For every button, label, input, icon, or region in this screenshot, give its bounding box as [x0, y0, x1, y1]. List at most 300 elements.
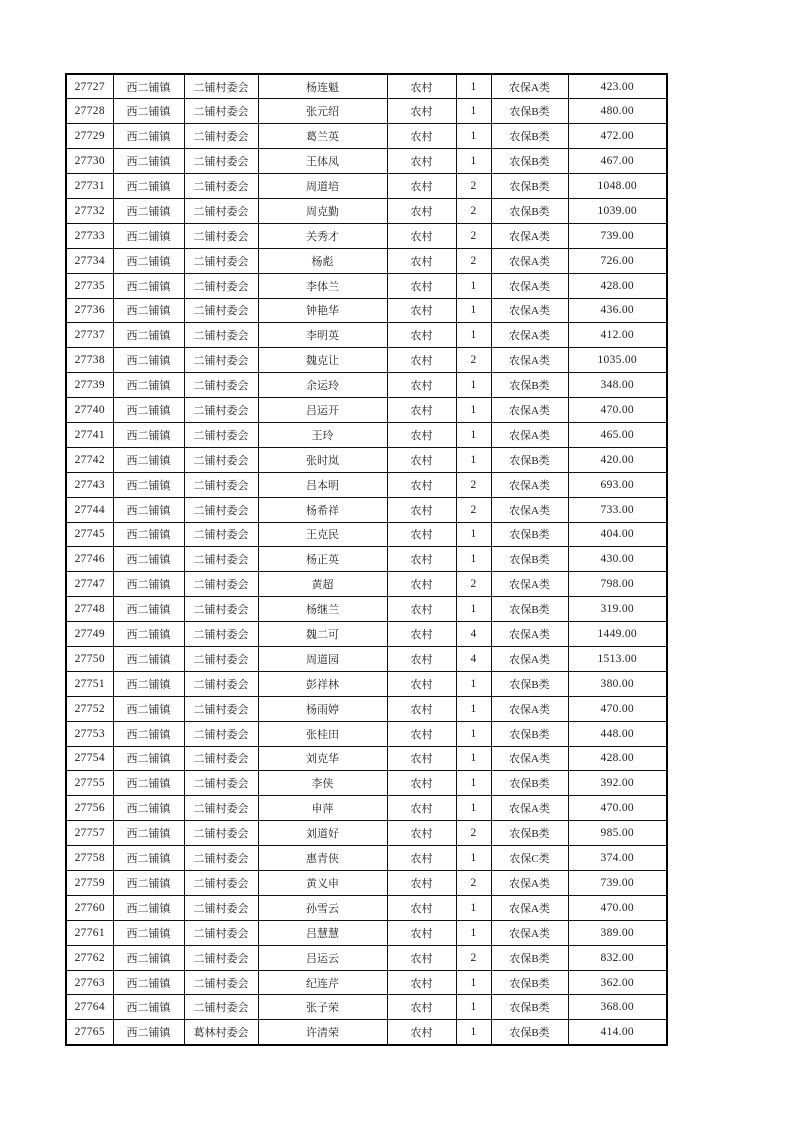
cell-amount: 319.00	[568, 597, 667, 622]
cell-record-id: 27733	[66, 223, 113, 248]
cell-residence-type: 农村	[387, 522, 456, 547]
cell-insurance-category: 农保A类	[491, 497, 568, 522]
cell-person-count: 2	[456, 871, 491, 896]
insurance-roster-table	[65, 73, 668, 1046]
table-row	[66, 422, 667, 447]
cell-record-id: 27749	[66, 622, 113, 647]
cell-residence-type: 农村	[387, 671, 456, 696]
cell-person-count: 1	[456, 298, 491, 323]
table-row	[66, 497, 667, 522]
table-row	[66, 671, 667, 696]
cell-amount: 798.00	[568, 572, 667, 597]
cell-amount: 404.00	[568, 522, 667, 547]
cell-person-count: 1	[456, 99, 491, 124]
cell-person-name: 吕运开	[258, 398, 387, 423]
cell-amount: 430.00	[568, 547, 667, 572]
cell-residence-type: 农村	[387, 99, 456, 124]
cell-record-id: 27739	[66, 373, 113, 398]
cell-person-count: 2	[456, 174, 491, 199]
cell-insurance-category: 农保A类	[491, 248, 568, 273]
cell-record-id: 27748	[66, 597, 113, 622]
cell-insurance-category: 农保A类	[491, 622, 568, 647]
cell-village-committee: 二铺村委会	[184, 821, 258, 846]
cell-village-committee: 二铺村委会	[184, 323, 258, 348]
cell-insurance-category: 农保B类	[491, 522, 568, 547]
cell-person-count: 1	[456, 920, 491, 945]
cell-amount: 428.00	[568, 273, 667, 298]
table-body	[66, 74, 667, 1045]
cell-village-committee: 二铺村委会	[184, 497, 258, 522]
cell-town: 西二铺镇	[113, 721, 184, 746]
cell-record-id: 27750	[66, 646, 113, 671]
cell-amount: 470.00	[568, 796, 667, 821]
cell-person-count: 1	[456, 149, 491, 174]
cell-person-name: 吕运云	[258, 945, 387, 970]
cell-residence-type: 农村	[387, 547, 456, 572]
cell-person-count: 2	[456, 821, 491, 846]
cell-insurance-category: 农保B类	[491, 821, 568, 846]
cell-person-name: 张元绍	[258, 99, 387, 124]
cell-person-name: 王体凤	[258, 149, 387, 174]
cell-insurance-category: 农保A类	[491, 696, 568, 721]
cell-village-committee: 葛林村委会	[184, 1020, 258, 1045]
cell-insurance-category: 农保C类	[491, 846, 568, 871]
cell-person-count: 2	[456, 945, 491, 970]
cell-insurance-category: 农保B类	[491, 1020, 568, 1045]
cell-village-committee: 二铺村委会	[184, 572, 258, 597]
table-row	[66, 223, 667, 248]
table-row	[66, 198, 667, 223]
cell-residence-type: 农村	[387, 970, 456, 995]
cell-residence-type: 农村	[387, 149, 456, 174]
cell-town: 西二铺镇	[113, 995, 184, 1020]
cell-person-count: 1	[456, 323, 491, 348]
cell-insurance-category: 农保A类	[491, 398, 568, 423]
cell-town: 西二铺镇	[113, 895, 184, 920]
table-row	[66, 447, 667, 472]
cell-person-name: 杨希祥	[258, 497, 387, 522]
cell-residence-type: 农村	[387, 248, 456, 273]
cell-person-name: 魏克让	[258, 348, 387, 373]
cell-person-name: 孙雪云	[258, 895, 387, 920]
table-row	[66, 920, 667, 945]
cell-village-committee: 二铺村委会	[184, 373, 258, 398]
cell-town: 西二铺镇	[113, 771, 184, 796]
cell-town: 西二铺镇	[113, 223, 184, 248]
cell-insurance-category: 农保A类	[491, 422, 568, 447]
cell-amount: 733.00	[568, 497, 667, 522]
cell-record-id: 27758	[66, 846, 113, 871]
cell-record-id: 27752	[66, 696, 113, 721]
cell-residence-type: 农村	[387, 696, 456, 721]
cell-town: 西二铺镇	[113, 970, 184, 995]
table-row	[66, 472, 667, 497]
cell-town: 西二铺镇	[113, 746, 184, 771]
cell-record-id: 27765	[66, 1020, 113, 1045]
cell-record-id: 27741	[66, 422, 113, 447]
cell-residence-type: 农村	[387, 74, 456, 99]
cell-record-id: 27743	[66, 472, 113, 497]
cell-insurance-category: 农保A类	[491, 895, 568, 920]
cell-person-name: 周道园	[258, 646, 387, 671]
cell-residence-type: 农村	[387, 821, 456, 846]
cell-record-id: 27744	[66, 497, 113, 522]
cell-record-id: 27762	[66, 945, 113, 970]
cell-person-name: 杨连魁	[258, 74, 387, 99]
table-row	[66, 871, 667, 896]
cell-village-committee: 二铺村委会	[184, 99, 258, 124]
cell-insurance-category: 农保A类	[491, 746, 568, 771]
cell-amount: 428.00	[568, 746, 667, 771]
cell-person-name: 王玲	[258, 422, 387, 447]
cell-person-name: 许清荣	[258, 1020, 387, 1045]
cell-town: 西二铺镇	[113, 373, 184, 398]
cell-town: 西二铺镇	[113, 522, 184, 547]
cell-amount: 423.00	[568, 74, 667, 99]
cell-town: 西二铺镇	[113, 298, 184, 323]
cell-town: 西二铺镇	[113, 871, 184, 896]
cell-amount: 436.00	[568, 298, 667, 323]
cell-person-name: 吕慧慧	[258, 920, 387, 945]
cell-amount: 470.00	[568, 696, 667, 721]
cell-village-committee: 二铺村委会	[184, 223, 258, 248]
cell-insurance-category: 农保B类	[491, 771, 568, 796]
cell-town: 西二铺镇	[113, 99, 184, 124]
cell-village-committee: 二铺村委会	[184, 746, 258, 771]
cell-person-name: 彭祥林	[258, 671, 387, 696]
cell-amount: 480.00	[568, 99, 667, 124]
cell-insurance-category: 农保A类	[491, 796, 568, 821]
cell-person-name: 刘克华	[258, 746, 387, 771]
cell-record-id: 27738	[66, 348, 113, 373]
cell-person-count: 1	[456, 547, 491, 572]
cell-person-name: 惠青侠	[258, 846, 387, 871]
cell-residence-type: 农村	[387, 422, 456, 447]
cell-amount: 832.00	[568, 945, 667, 970]
cell-residence-type: 农村	[387, 447, 456, 472]
cell-village-committee: 二铺村委会	[184, 398, 258, 423]
cell-person-count: 1	[456, 796, 491, 821]
cell-residence-type: 农村	[387, 497, 456, 522]
cell-town: 西二铺镇	[113, 1020, 184, 1045]
cell-person-name: 杨正英	[258, 547, 387, 572]
cell-town: 西二铺镇	[113, 348, 184, 373]
cell-amount: 467.00	[568, 149, 667, 174]
cell-town: 西二铺镇	[113, 646, 184, 671]
cell-record-id: 27730	[66, 149, 113, 174]
cell-residence-type: 农村	[387, 572, 456, 597]
cell-village-committee: 二铺村委会	[184, 124, 258, 149]
table-row	[66, 995, 667, 1020]
cell-person-count: 2	[456, 223, 491, 248]
cell-village-committee: 二铺村委会	[184, 522, 258, 547]
cell-person-count: 1	[456, 696, 491, 721]
cell-village-committee: 二铺村委会	[184, 995, 258, 1020]
cell-person-count: 2	[456, 348, 491, 373]
cell-amount: 1513.00	[568, 646, 667, 671]
cell-town: 西二铺镇	[113, 622, 184, 647]
table-row	[66, 945, 667, 970]
cell-town: 西二铺镇	[113, 398, 184, 423]
cell-residence-type: 农村	[387, 323, 456, 348]
cell-record-id: 27746	[66, 547, 113, 572]
table-row	[66, 248, 667, 273]
cell-record-id: 27760	[66, 895, 113, 920]
cell-record-id: 27756	[66, 796, 113, 821]
table-row	[66, 398, 667, 423]
cell-town: 西二铺镇	[113, 572, 184, 597]
cell-residence-type: 农村	[387, 746, 456, 771]
cell-record-id: 27742	[66, 447, 113, 472]
cell-amount: 1035.00	[568, 348, 667, 373]
cell-amount: 380.00	[568, 671, 667, 696]
cell-insurance-category: 农保B类	[491, 547, 568, 572]
table-row	[66, 622, 667, 647]
cell-amount: 985.00	[568, 821, 667, 846]
cell-record-id: 27751	[66, 671, 113, 696]
cell-village-committee: 二铺村委会	[184, 149, 258, 174]
cell-insurance-category: 农保A类	[491, 920, 568, 945]
cell-amount: 472.00	[568, 124, 667, 149]
cell-amount: 739.00	[568, 871, 667, 896]
cell-village-committee: 二铺村委会	[184, 945, 258, 970]
cell-person-name: 杨彪	[258, 248, 387, 273]
cell-record-id: 27755	[66, 771, 113, 796]
cell-record-id: 27759	[66, 871, 113, 896]
cell-record-id: 27727	[66, 74, 113, 99]
cell-residence-type: 农村	[387, 1020, 456, 1045]
cell-record-id: 27763	[66, 970, 113, 995]
cell-person-name: 张子荣	[258, 995, 387, 1020]
table-row	[66, 846, 667, 871]
cell-person-count: 1	[456, 273, 491, 298]
table-row	[66, 373, 667, 398]
cell-village-committee: 二铺村委会	[184, 970, 258, 995]
cell-amount: 448.00	[568, 721, 667, 746]
cell-village-committee: 二铺村委会	[184, 895, 258, 920]
cell-record-id: 27737	[66, 323, 113, 348]
cell-person-name: 李体兰	[258, 273, 387, 298]
cell-insurance-category: 农保B类	[491, 671, 568, 696]
cell-village-committee: 二铺村委会	[184, 348, 258, 373]
cell-insurance-category: 农保B类	[491, 99, 568, 124]
cell-person-name: 王克民	[258, 522, 387, 547]
cell-residence-type: 农村	[387, 646, 456, 671]
cell-amount: 362.00	[568, 970, 667, 995]
cell-insurance-category: 农保A类	[491, 572, 568, 597]
cell-person-name: 张时岚	[258, 447, 387, 472]
cell-amount: 470.00	[568, 398, 667, 423]
cell-residence-type: 农村	[387, 945, 456, 970]
cell-person-name: 杨继兰	[258, 597, 387, 622]
table-row	[66, 273, 667, 298]
table-row	[66, 74, 667, 99]
cell-person-name: 纪连芹	[258, 970, 387, 995]
cell-village-committee: 二铺村委会	[184, 447, 258, 472]
cell-amount: 420.00	[568, 447, 667, 472]
cell-person-count: 1	[456, 1020, 491, 1045]
cell-person-count: 1	[456, 422, 491, 447]
cell-person-count: 1	[456, 771, 491, 796]
cell-insurance-category: 农保B类	[491, 149, 568, 174]
cell-village-committee: 二铺村委会	[184, 721, 258, 746]
cell-person-count: 4	[456, 622, 491, 647]
cell-record-id: 27729	[66, 124, 113, 149]
cell-town: 西二铺镇	[113, 248, 184, 273]
cell-amount: 368.00	[568, 995, 667, 1020]
cell-village-committee: 二铺村委会	[184, 273, 258, 298]
cell-record-id: 27728	[66, 99, 113, 124]
table-row	[66, 522, 667, 547]
cell-person-count: 2	[456, 497, 491, 522]
cell-amount: 465.00	[568, 422, 667, 447]
cell-insurance-category: 农保A类	[491, 472, 568, 497]
cell-person-count: 1	[456, 522, 491, 547]
table-row	[66, 746, 667, 771]
cell-record-id: 27761	[66, 920, 113, 945]
table-row	[66, 547, 667, 572]
cell-amount: 1048.00	[568, 174, 667, 199]
table-row	[66, 696, 667, 721]
cell-insurance-category: 农保A类	[491, 871, 568, 896]
cell-amount: 726.00	[568, 248, 667, 273]
cell-person-count: 1	[456, 124, 491, 149]
cell-town: 西二铺镇	[113, 149, 184, 174]
cell-person-count: 1	[456, 398, 491, 423]
cell-person-count: 1	[456, 597, 491, 622]
cell-insurance-category: 农保B类	[491, 995, 568, 1020]
table-row	[66, 174, 667, 199]
table-row	[66, 771, 667, 796]
cell-record-id: 27736	[66, 298, 113, 323]
table-row	[66, 895, 667, 920]
cell-village-committee: 二铺村委会	[184, 472, 258, 497]
cell-person-count: 1	[456, 846, 491, 871]
cell-person-name: 钟艳华	[258, 298, 387, 323]
cell-town: 西二铺镇	[113, 821, 184, 846]
cell-residence-type: 农村	[387, 398, 456, 423]
table-row	[66, 149, 667, 174]
cell-village-committee: 二铺村委会	[184, 547, 258, 572]
cell-town: 西二铺镇	[113, 796, 184, 821]
cell-village-committee: 二铺村委会	[184, 622, 258, 647]
cell-record-id: 27764	[66, 995, 113, 1020]
cell-person-count: 1	[456, 447, 491, 472]
cell-village-committee: 二铺村委会	[184, 597, 258, 622]
cell-town: 西二铺镇	[113, 323, 184, 348]
cell-amount: 1039.00	[568, 198, 667, 223]
cell-village-committee: 二铺村委会	[184, 671, 258, 696]
cell-town: 西二铺镇	[113, 920, 184, 945]
cell-residence-type: 农村	[387, 373, 456, 398]
cell-village-committee: 二铺村委会	[184, 174, 258, 199]
table-row	[66, 796, 667, 821]
table-row	[66, 348, 667, 373]
cell-insurance-category: 农保B类	[491, 198, 568, 223]
cell-person-name: 杨雨婷	[258, 696, 387, 721]
cell-insurance-category: 农保A类	[491, 273, 568, 298]
cell-town: 西二铺镇	[113, 547, 184, 572]
cell-residence-type: 农村	[387, 348, 456, 373]
cell-residence-type: 农村	[387, 871, 456, 896]
cell-town: 西二铺镇	[113, 597, 184, 622]
cell-town: 西二铺镇	[113, 124, 184, 149]
cell-person-name: 申萍	[258, 796, 387, 821]
cell-town: 西二铺镇	[113, 74, 184, 99]
cell-town: 西二铺镇	[113, 497, 184, 522]
cell-person-count: 2	[456, 198, 491, 223]
cell-person-count: 2	[456, 248, 491, 273]
cell-residence-type: 农村	[387, 995, 456, 1020]
table-row	[66, 721, 667, 746]
cell-village-committee: 二铺村委会	[184, 771, 258, 796]
cell-record-id: 27734	[66, 248, 113, 273]
cell-insurance-category: 农保B类	[491, 124, 568, 149]
cell-amount: 739.00	[568, 223, 667, 248]
cell-insurance-category: 农保A类	[491, 323, 568, 348]
cell-person-count: 1	[456, 895, 491, 920]
cell-town: 西二铺镇	[113, 198, 184, 223]
cell-person-count: 1	[456, 373, 491, 398]
cell-town: 西二铺镇	[113, 422, 184, 447]
table-row	[66, 572, 667, 597]
cell-residence-type: 农村	[387, 920, 456, 945]
cell-insurance-category: 农保B类	[491, 970, 568, 995]
cell-person-count: 1	[456, 746, 491, 771]
cell-record-id: 27747	[66, 572, 113, 597]
cell-residence-type: 农村	[387, 721, 456, 746]
cell-residence-type: 农村	[387, 174, 456, 199]
cell-record-id: 27754	[66, 746, 113, 771]
cell-insurance-category: 农保A类	[491, 646, 568, 671]
cell-amount: 392.00	[568, 771, 667, 796]
cell-amount: 470.00	[568, 895, 667, 920]
cell-person-name: 刘道好	[258, 821, 387, 846]
table-row	[66, 1020, 667, 1045]
cell-amount: 1449.00	[568, 622, 667, 647]
cell-village-committee: 二铺村委会	[184, 198, 258, 223]
cell-village-committee: 二铺村委会	[184, 298, 258, 323]
cell-person-count: 1	[456, 671, 491, 696]
cell-insurance-category: 农保A类	[491, 298, 568, 323]
cell-town: 西二铺镇	[113, 273, 184, 298]
cell-town: 西二铺镇	[113, 846, 184, 871]
cell-residence-type: 农村	[387, 223, 456, 248]
cell-person-name: 余运玲	[258, 373, 387, 398]
cell-insurance-category: 农保A类	[491, 74, 568, 99]
cell-person-count: 1	[456, 970, 491, 995]
cell-person-count: 1	[456, 995, 491, 1020]
cell-residence-type: 农村	[387, 298, 456, 323]
cell-residence-type: 农村	[387, 622, 456, 647]
cell-town: 西二铺镇	[113, 671, 184, 696]
cell-person-name: 周克勤	[258, 198, 387, 223]
cell-person-name: 李侠	[258, 771, 387, 796]
cell-person-name: 葛兰英	[258, 124, 387, 149]
cell-village-committee: 二铺村委会	[184, 646, 258, 671]
cell-record-id: 27740	[66, 398, 113, 423]
cell-person-count: 1	[456, 721, 491, 746]
table-row	[66, 323, 667, 348]
cell-insurance-category: 农保B类	[491, 174, 568, 199]
cell-record-id: 27745	[66, 522, 113, 547]
cell-town: 西二铺镇	[113, 447, 184, 472]
cell-residence-type: 农村	[387, 273, 456, 298]
cell-residence-type: 农村	[387, 124, 456, 149]
cell-insurance-category: 农保A类	[491, 223, 568, 248]
cell-person-name: 关秀才	[258, 223, 387, 248]
cell-person-name: 张桂田	[258, 721, 387, 746]
